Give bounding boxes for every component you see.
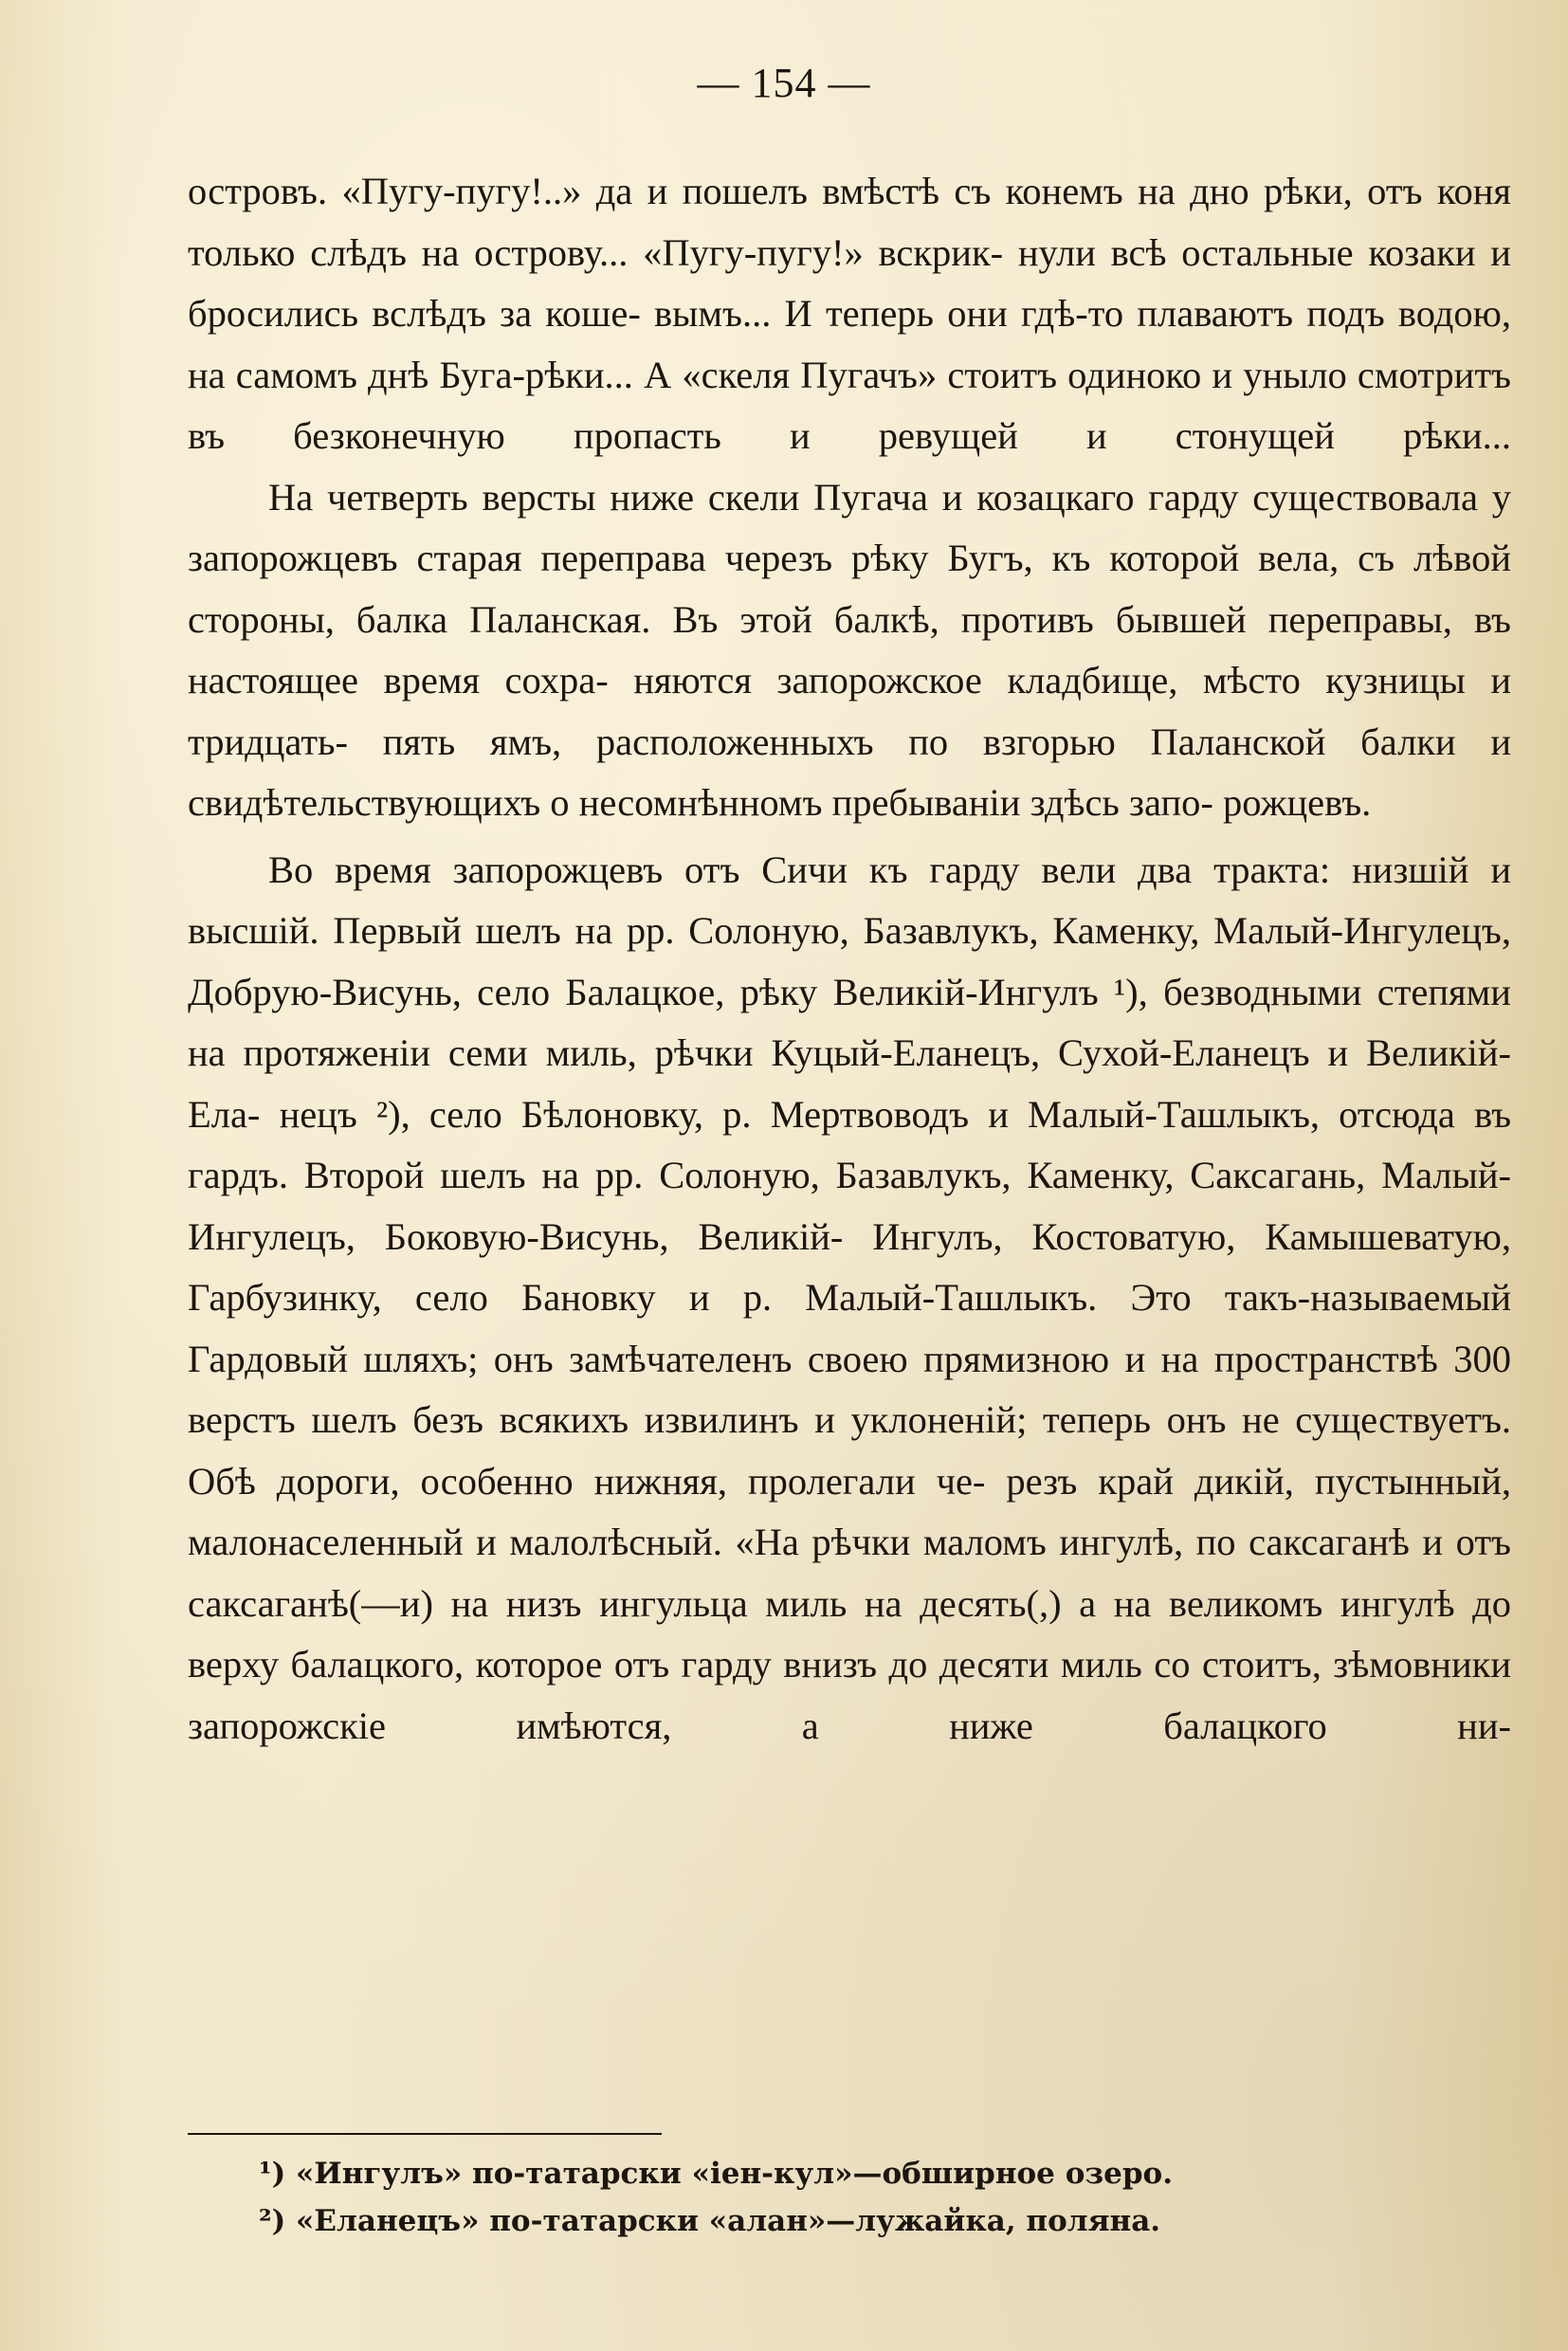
text-line: балкѣ, противъ бывшей переправы, въ настоящее время сохра- [188,597,1512,702]
text-line: вымъ... И теперь они гдѣ-то плаваютъ подъ водою, на самомъ [188,292,1512,396]
footnote-2: ²) «Еланецъ» по-татарски «алан»—лужайка, поляна. [259,2204,1161,2238]
text-line: днѣ Буга-рѣки... А «скеля Пугачъ» стоитъ одиноко и уныло [368,353,1347,396]
paragraph-3 [188,840,1511,1758]
text-line: Каменку, Саксагань, Малый-Ингулецъ, Боковую-Висунь, Великій- [188,1154,1511,1258]
footnotes [188,2150,1511,2245]
text-line: резъ край дикій, пустынный, малонаселенный и малолѣсный. [188,1459,1511,1563]
body-text [188,161,1511,1757]
paragraph-2 [188,467,1511,834]
text-line: стоитъ, зѣмовники запорожскіе имѣются, а ниже балацкого ни- [188,1643,1511,1747]
text-line: «На рѣчки маломъ ингулѣ, по саксаганѣ и отъ саксаганѣ(—и) [188,1521,1511,1625]
text-line: рѣки, отъ коня только слѣдъ на острову... «Пугу-пугу!» вскрик- [188,170,1512,274]
text-line: не существуетъ. Обѣ дороги, особенно нижняя, пролегали че- [188,1398,1512,1503]
footnote-1: ¹) «Ингулъ» по-татарски «іен-кул»—обширное озеро. [259,2157,1174,2191]
text-line: онъ замѣчателенъ своею прямизною и на пространствѣ 300 [493,1337,1511,1380]
text-line: Каменку, Малый-Ингулецъ, Добрую-Висунь, село Балацкое, рѣку [188,909,1511,1013]
text-line: няются запорожское кладбище, мѣсто кузницы и тридцать- [188,659,1511,763]
text-line: верху балацкого, которое отъ гарду внизъ до десяти миль со [188,1643,1191,1686]
text-line: островъ. «Пугу-пугу!..» да и пошелъ вмѣстѣ съ конемъ на дно [188,170,1249,212]
page-number: — 154 — [697,60,871,106]
text-line: нули всѣ остальные козаки и бросились вслѣдъ за коше- [188,230,1511,335]
text-line: На четверть версты ниже скели Пугача и козацкаго гарду [268,475,1239,519]
text-line: миль, рѣчки Куцый-Еланецъ, Сухой-Еланецъ и Великій-Ела- [188,1031,1512,1136]
text-line: существовала у запорожцевъ старая переправа черезъ рѣку Бугъ, [188,475,1511,579]
text-line: Во время запорожцевъ отъ Сичи къ гарду вели два тракта: [268,847,1331,891]
text-line: верстъ шелъ безъ всякихъ извилинъ и уклоненій; теперь онъ [188,1398,1227,1441]
text-line: нецъ ²), село Бѣлоновку, р. Мертвоводъ и Малый-Ташлыкъ, [279,1092,1321,1136]
text-line: Ингулъ, Костоватую, Камышеватую, Гарбузинку, село Бановку [188,1214,1512,1319]
footnote-divider [188,2133,662,2135]
text-line: на низъ ингульца миль на десять(,) а на великомъ ингулѣ до [450,1581,1511,1625]
text-line: низшій и высшій. Первый шелъ на рр. Солоную, Базавлукъ, [188,847,1511,952]
paragraph-1 [188,161,1511,467]
text-line: рожцевъ. [1223,781,1372,824]
text-line: къ которой вела, съ лѣвой стороны, балка Паланская. Въ этой [188,537,1512,641]
text-line: Великій-Ингулъ ¹), безводными степями на протяженіи семи [188,970,1511,1074]
text-line: и р. Малый-Ташлыкъ. Это такъ-называемый Гардовый шляхъ; [188,1276,1512,1380]
text-line: отсюда въ гардъ. Второй шелъ на рр. Солоную, Базавлукъ, [188,1092,1512,1196]
text-line: свидѣтельствующихъ о несомнѣнномъ пребываніи здѣсь запо- [188,781,1213,824]
text-line: смотритъ въ безконечную пропасть и ревущей и стонущей рѣки... [188,353,1511,457]
text-line: пять ямъ, расположенныхъ по взгорью Паланской балки и [382,720,1512,763]
